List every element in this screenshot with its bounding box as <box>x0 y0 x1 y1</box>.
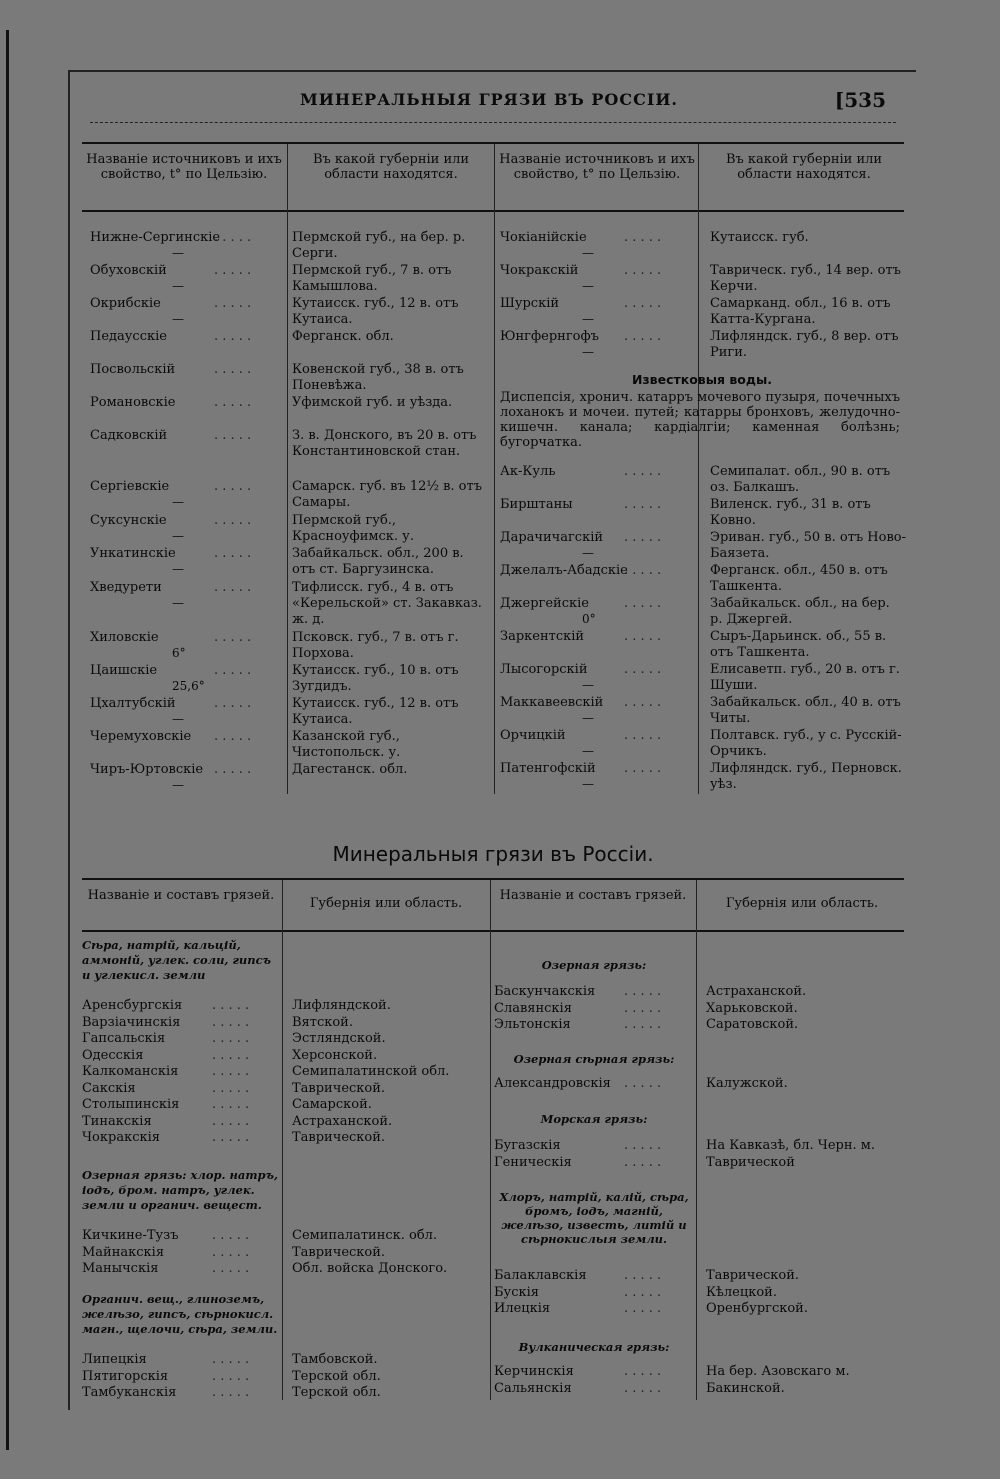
spring-location: Лифляндск. губ., Перновск. уѣз. <box>710 761 902 792</box>
mud-location: Кѣлецкой. <box>706 1284 777 1300</box>
leader-dots: . . . . . <box>212 1130 250 1145</box>
mud-location: Лифляндской. <box>292 998 391 1013</box>
spring-name: Дарачичагскій <box>500 530 604 545</box>
leader-dots: . . . . . <box>624 1017 662 1032</box>
lime-waters-caption: Известковыя воды. <box>631 372 773 387</box>
mud-name: Илецкія <box>494 1301 551 1316</box>
mud-location: Оренбургской. <box>706 1301 808 1316</box>
mud-location: Херсонской. <box>292 1047 378 1063</box>
leader-dots: . . . . . <box>214 729 252 744</box>
spring-location: Самарск. губ. въ 12½ в. отъ Самары. <box>292 479 482 510</box>
spring-temperature: — <box>582 744 594 758</box>
springs-table-header-rule <box>82 210 904 212</box>
spring-name: Чиръ-Юртовскіе <box>90 762 204 777</box>
spring-name: Посвольскій <box>90 362 176 377</box>
spring-location: Сыръ-Дарьинск. об., 55 в. отъ Ташкента. <box>710 629 887 660</box>
leader-dots: . . . . . <box>214 362 252 377</box>
mud-header-name-right: Названіе и составъ грязей. <box>499 888 687 903</box>
spring-location: Кутаисск. губ., 12 в. отъ Кутаиса. <box>292 696 459 727</box>
mud-location: Таврической <box>706 1154 795 1170</box>
mud-name: Баскунчакскія <box>494 984 596 999</box>
lime-waters-indications: Диспепсія, хронич. катарръ мочевого пузыря, почечныхъ лоханокъ и мочеи. путей; катарры бронховъ, желудочно-кишечн. канала; кардіалгіи; каменная болѣзнь; бугорчатка. <box>500 390 900 450</box>
leader-dots: . . . . . <box>212 1047 250 1063</box>
leader-dots: . . . . . <box>214 428 252 443</box>
leader-dots: . . . . . <box>624 596 662 611</box>
header-ornament-rule <box>90 122 896 123</box>
spring-temperature: — <box>172 495 184 509</box>
spring-name: Ункатинскіе <box>90 546 176 561</box>
spring-name: Сергіевскіе <box>90 479 170 494</box>
spring-location: Уфимской губ. и уѣзда. <box>292 395 453 410</box>
mud-location: На Кавказѣ, бл. Черн. м. <box>706 1138 876 1153</box>
mud-header-place-right: Губернія или область. <box>725 896 879 911</box>
leader-dots: . . . . . <box>214 762 252 777</box>
spring-name: Романовскіе <box>90 395 176 410</box>
spring-temperature: — <box>582 246 594 260</box>
spring-location: Дагестанск. обл. <box>292 762 408 777</box>
springs-col-divider-1 <box>287 144 288 794</box>
spring-location: Таврическ. губ., 14 вер. отъ Керчи. <box>710 263 901 294</box>
leader-dots: . . . . . <box>214 546 252 561</box>
mud-group-caption: Озерная грязь: хлор. натръ, іодъ, бром. натръ, углек. земли и органич. вещест. <box>82 1168 278 1212</box>
mud-col-divider-3 <box>696 880 697 1400</box>
leader-dots: . . . . . <box>624 1364 662 1379</box>
mud-name: Кичкине-Тузъ <box>82 1228 179 1243</box>
spring-name: Патенгофскій <box>500 761 596 776</box>
spring-temperature: — <box>172 246 184 260</box>
mud-name: Чокракскія <box>82 1130 160 1145</box>
leader-dots: . . . . . <box>212 1080 250 1096</box>
leader-dots: . . . . . <box>212 1031 250 1046</box>
mud-name: Варзіачинскія <box>82 1014 181 1030</box>
mud-location: Таврической. <box>292 1080 386 1096</box>
mud-name: Калкоманскія <box>82 1064 179 1079</box>
leader-dots: . . . . . <box>624 464 662 479</box>
leader-dots: . . . . . <box>212 1385 250 1400</box>
spring-name: Цаишскіе <box>90 663 158 678</box>
spring-name: Ак-Куль <box>500 464 556 479</box>
spring-location: Лифляндск. губ., 8 вер. отъ Риги. <box>710 329 899 360</box>
spring-location: Виленск. губ., 31 в. отъ Ковно. <box>710 497 871 528</box>
leader-dots: . . . . . <box>624 1154 662 1170</box>
mud-header-place-left: Губернія или область. <box>309 896 463 911</box>
mud-name: Столыпинскія <box>82 1097 180 1112</box>
mud-table-top-rule <box>82 878 904 880</box>
spring-location: Семипалат. обл., 90 в. отъ оз. Балкашъ. <box>710 464 891 495</box>
mud-name: Балаклавскія <box>494 1268 587 1283</box>
leader-dots: . . . . . <box>212 998 250 1013</box>
leader-dots: . . . . . <box>624 263 662 278</box>
page-number: [535 <box>834 88 886 112</box>
mud-name: Эльтонскія <box>494 1017 571 1032</box>
spring-location: Забайкальск. обл., на бер. р. Джергей. <box>710 596 890 627</box>
mud-group-caption: Вулканическая грязь: <box>518 1340 670 1354</box>
spring-name: Хиловскіе <box>90 630 159 645</box>
spring-location: З. в. Донского, въ 20 в. отъ Константиновской стан. <box>292 428 477 459</box>
leader-dots: . . . . . <box>214 296 252 311</box>
leader-dots: . . . . . <box>212 1228 250 1243</box>
mud-location: Семипалатинской обл. <box>292 1064 450 1079</box>
spring-location: Пермской губ., на бер. р. Серги. <box>292 230 466 261</box>
spring-temperature: — <box>172 529 184 543</box>
spring-temperature: — <box>172 562 184 576</box>
spring-temperature: — <box>582 678 594 692</box>
leader-dots: . . . . . <box>624 1301 662 1316</box>
spring-location: Кутаисск. губ., 12 в. отъ Кутаиса. <box>292 296 459 327</box>
mud-name: Геническія <box>494 1154 572 1170</box>
mud-group-caption: Озерная сѣрная грязь: <box>513 1052 675 1066</box>
spring-name: Хведурети <box>90 580 162 595</box>
leader-dots: . . . . . <box>212 1352 250 1367</box>
mud-name: Керчинскія <box>494 1364 574 1379</box>
leader-dots: . . . . . <box>624 1284 662 1300</box>
mud-name: Сакскія <box>82 1080 136 1096</box>
mud-group-caption: Озерная грязь: <box>541 958 647 972</box>
spring-location: Псковск. губ., 7 в. отъ г. Порхова. <box>292 630 459 661</box>
mud-name: Майнакскія <box>82 1244 165 1260</box>
spring-temperature: — <box>582 777 594 791</box>
mud-location: На бер. Азовскаго м. <box>706 1364 850 1379</box>
spring-name: Цхалтубскій <box>90 696 176 711</box>
springs-header-name-right: Названіе источниковъ и ихъ свойство, t° по Цельзію. <box>499 152 695 182</box>
spring-temperature: — <box>582 279 594 293</box>
mud-location: Терской обл. <box>292 1368 381 1384</box>
mud-section-title: Минеральныя грязи въ Россіи. <box>332 842 654 866</box>
mud-group-caption: Хлоръ, натрій, калій, сѣра, бромъ, іодъ, магній, желѣзо, известь, литій и сѣрнокислыя земли. <box>499 1190 689 1246</box>
mud-name: Бускія <box>494 1284 539 1300</box>
leader-dots: . . . . . <box>624 984 662 999</box>
springs-col-divider-2 <box>494 144 495 794</box>
leader-dots: . . . . . <box>624 563 662 578</box>
spring-location: Елисаветп. губ., 20 в. отъ г. Шуши. <box>710 662 900 693</box>
spring-temperature: — <box>172 312 184 326</box>
mud-location: Астраханской. <box>706 984 807 999</box>
spring-name: Суксунскіе <box>90 513 167 528</box>
leader-dots: . . . . . <box>212 1064 250 1079</box>
leader-dots: . . . . . <box>212 1014 250 1030</box>
spring-location: Полтавск. губ., у с. Русскій-Орчикъ. <box>710 728 902 759</box>
mud-location: Таврической. <box>292 1130 386 1145</box>
leader-dots: . . . . . <box>212 1097 250 1112</box>
spring-location: Эриван. губ., 50 в. отъ Ново-Баязета. <box>710 530 906 561</box>
leader-dots: . . . . . <box>624 662 662 677</box>
mud-table-header-rule <box>82 930 904 932</box>
mud-location: Обл. войска Донского. <box>292 1261 448 1276</box>
springs-table-top-rule <box>82 142 904 144</box>
leader-dots: . . . . . <box>212 1368 250 1384</box>
spring-name: Шурскій <box>500 296 560 311</box>
mud-group-caption: Сѣра, натрій, кальцій, аммоній, углек. соли, гипсъ и углекисл. земли <box>82 938 271 982</box>
spring-location: Ковенской губ., 38 в. отъ Поневѣжа. <box>292 362 464 393</box>
leader-dots: . . . . . <box>624 629 662 644</box>
spring-name: Чокракскій <box>500 263 579 278</box>
mud-location: Таврической. <box>292 1244 386 1260</box>
spring-location: Забайкальск. обл., 200 в. отъ ст. Баргузинска. <box>292 546 464 577</box>
spring-location: Забайкальск. обл., 40 в. отъ Читы. <box>710 695 901 726</box>
mud-col-divider-1 <box>282 880 283 1400</box>
leader-dots: . . . . . <box>624 728 662 743</box>
leader-dots: . . . . . <box>214 230 252 245</box>
mud-name: Бугазскія <box>494 1138 561 1153</box>
leader-dots: . . . . . <box>624 695 662 710</box>
spring-temperature: — <box>172 778 184 792</box>
spring-name: Орчицкій <box>500 728 566 743</box>
mud-name: Александровскія <box>494 1076 611 1091</box>
springs-header-place-right: Въ какой губерніи или области находятся. <box>725 152 883 182</box>
spring-location: Кутаисск. губ. <box>710 230 809 245</box>
mud-location: Терской обл. <box>292 1385 381 1400</box>
leader-dots: . . . . . <box>212 1113 250 1129</box>
leader-dots: . . . . . <box>214 696 252 711</box>
mud-name: Славянскія <box>494 1000 572 1016</box>
leader-dots: . . . . . <box>624 1000 662 1016</box>
book-page <box>68 70 916 1410</box>
mud-location: Астраханской. <box>292 1113 393 1129</box>
mud-name: Тамбуканскія <box>82 1385 177 1400</box>
mud-location: Саратовской. <box>706 1017 799 1032</box>
spring-name: Джергейскіе <box>500 596 589 611</box>
leader-dots: . . . . . <box>624 1380 662 1396</box>
spring-location: Казанской губ., Чистопольск. у. <box>292 729 401 760</box>
mud-name: Липецкія <box>82 1352 147 1367</box>
spring-location: Пермской губ., 7 в. отъ Камышлова. <box>292 263 452 294</box>
spring-name: Джелалъ-Абадскіе <box>500 563 628 578</box>
mud-col-divider-2 <box>490 880 491 1400</box>
mud-name: Тинакскія <box>82 1113 152 1129</box>
mud-name: Одесскія <box>82 1047 144 1063</box>
spring-name: Лысогорскій <box>500 662 588 677</box>
leader-dots: . . . . . <box>624 497 662 512</box>
mud-location: Тамбовской. <box>292 1352 378 1367</box>
mud-name: Пятигорскія <box>82 1368 169 1384</box>
mud-group-caption: Органич. вещ., глиноземъ, желѣзо, гипсъ, сѣрнокисл. магн., щелочи, сѣра, земли. <box>82 1292 278 1336</box>
leader-dots: . . . . . <box>624 530 662 545</box>
leader-dots: . . . . . <box>214 479 252 494</box>
mud-name: Аренсбургскія <box>82 998 183 1013</box>
spring-temperature: — <box>582 711 594 725</box>
leader-dots: . . . . . <box>624 1138 662 1153</box>
spring-location: Кутаисск. губ., 10 в. отъ Зугдидъ. <box>292 663 459 694</box>
mud-location: Эстляндской. <box>292 1031 386 1046</box>
spring-name: Юнгфернгофъ <box>500 329 599 344</box>
page-title: МИНЕРАЛЬНЫЯ ГРЯЗИ ВЪ РОССІИ. <box>300 90 678 109</box>
leader-dots: . . . . . <box>214 630 252 645</box>
spring-temperature: — <box>172 279 184 293</box>
spring-name: Садковскій <box>90 428 168 443</box>
mud-location: Харьковской. <box>706 1000 798 1016</box>
leader-dots: . . . . . <box>214 580 252 595</box>
spring-name: Окрибскіе <box>90 296 161 311</box>
spring-location: Ферганск. обл., 450 в. отъ Ташкента. <box>710 563 888 594</box>
spring-name: Обуховскій <box>90 263 167 278</box>
leader-dots: . . . . . <box>624 296 662 311</box>
page-edge-bar <box>6 30 9 1450</box>
leader-dots: . . . . . <box>212 1261 250 1276</box>
leader-dots: . . . . . <box>624 329 662 344</box>
spring-temperature: — <box>582 345 594 359</box>
leader-dots: . . . . . <box>212 1244 250 1260</box>
spring-temperature: 25,6° <box>172 679 205 693</box>
spring-location: Ферганск. обл. <box>292 329 394 344</box>
spring-location: Пермской губ., Красноуфимск. у. <box>292 513 414 544</box>
mud-group-caption: Морская грязь: <box>540 1112 648 1126</box>
spring-name: Чокіанійскіе <box>500 230 587 245</box>
spring-location: Самарканд. обл., 16 в. отъ Катта-Кургана. <box>710 296 891 327</box>
spring-name: Бирштаны <box>500 497 573 512</box>
leader-dots: . . . . . <box>624 1076 662 1091</box>
spring-name: Педаусскіе <box>90 329 167 344</box>
mud-name: Манычскія <box>82 1261 159 1276</box>
spring-temperature: — <box>172 596 184 610</box>
mud-name: Гапсальскія <box>82 1031 166 1046</box>
mud-header-name-left: Названіе и составъ грязей. <box>87 888 275 903</box>
spring-name: Заркентскій <box>500 629 585 644</box>
spring-temperature: — <box>582 546 594 560</box>
spring-name: Черемуховскіе <box>90 729 192 744</box>
leader-dots: . . . . . <box>214 663 252 678</box>
mud-location: Семипалатинск. обл. <box>292 1228 438 1243</box>
leader-dots: . . . . . <box>214 263 252 278</box>
leader-dots: . . . . . <box>214 395 252 410</box>
mud-location: Самарской. <box>292 1097 372 1112</box>
spring-location: Тифлисск. губ., 4 в. отъ «Керельской» ст. Закавказ. ж. д. <box>292 580 482 627</box>
spring-name: Нижне-Сергинскіе <box>90 230 221 245</box>
spring-temperature: — <box>172 712 184 726</box>
mud-location: Вятской. <box>292 1014 353 1030</box>
spring-temperature: 0° <box>582 612 596 626</box>
springs-col-divider-3 <box>698 144 699 794</box>
leader-dots: . . . . . <box>624 1268 662 1283</box>
leader-dots: . . . . . <box>624 230 662 245</box>
springs-header-place-left: Въ какой губерніи или области находятся. <box>312 152 470 182</box>
leader-dots: . . . . . <box>214 329 252 344</box>
leader-dots: . . . . . <box>214 513 252 528</box>
springs-header-name-left: Названіе источниковъ и ихъ свойство, t° по Цельзію. <box>86 152 282 182</box>
mud-location: Калужской. <box>706 1076 788 1091</box>
spring-name: Маккавеевскій <box>500 695 604 710</box>
mud-name: Сальянскія <box>494 1380 572 1396</box>
spring-temperature: — <box>582 312 594 326</box>
mud-location: Бакинской. <box>706 1380 785 1396</box>
spring-temperature: 6° <box>172 646 186 660</box>
running-head <box>70 90 916 118</box>
mud-location: Таврической. <box>706 1268 800 1283</box>
leader-dots: . . . . . <box>624 761 662 776</box>
